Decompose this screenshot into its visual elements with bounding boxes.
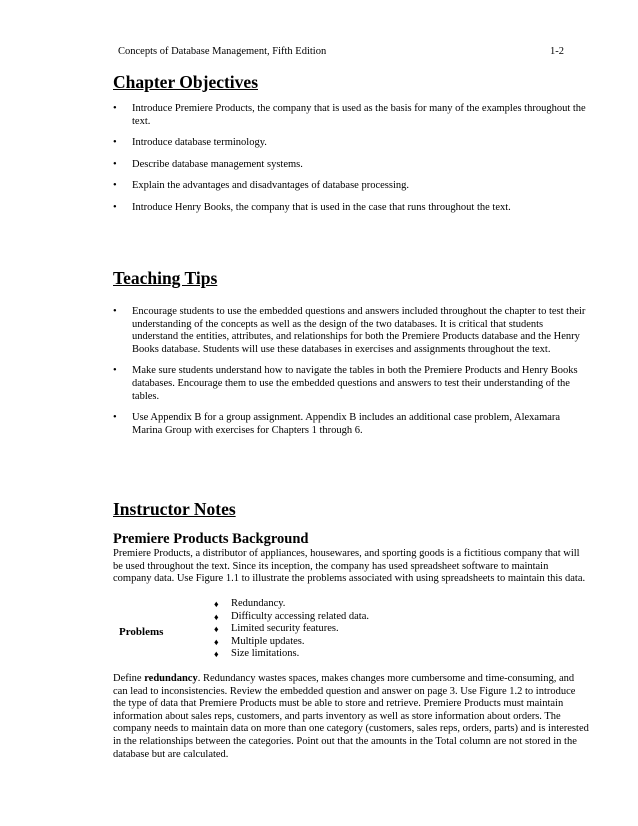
- chapter-objectives-heading: Chapter Objectives: [113, 72, 258, 92]
- problems-label: Problems: [119, 626, 164, 638]
- list-item: • Use Appendix B for a group assignment. Appendix B includes an additional case problem, Alexamara Marina Group with exercises for Chapters 1 through 6.: [113, 412, 561, 436]
- bullet-icon: •: [113, 412, 117, 424]
- teaching-tips-heading: Teaching Tips: [113, 268, 218, 288]
- running-header: [118, 45, 564, 58]
- problems-list: [214, 598, 369, 661]
- diamond-bullet-icon: ♦: [214, 636, 219, 647]
- list-item: • Introduce Henry Books, the company that is used in the case that runs throughout the text.: [113, 201, 511, 213]
- chapter-objectives-list: [113, 103, 589, 224]
- diamond-bullet-icon: ♦: [214, 649, 219, 660]
- diamond-bullet-icon: ♦: [214, 624, 219, 635]
- list-item: ♦ Redundancy.: [214, 598, 286, 609]
- instructor-notes-heading: Instructor Notes: [113, 499, 236, 519]
- list-item: ♦ Multiple updates.: [214, 635, 305, 647]
- list-item: • Introduce Premiere Products, the company that is used as the basis for many of the examples throughout the text.: [113, 103, 586, 127]
- list-item: • Describe database management systems.: [113, 158, 303, 170]
- teaching-tips-list: [113, 306, 589, 446]
- bullet-icon: •: [113, 137, 117, 149]
- list-item: ♦ Difficulty accessing related data.: [214, 610, 369, 622]
- page-number: 1-2: [550, 46, 564, 57]
- bullet-icon: •: [113, 158, 117, 170]
- redundancy-term: redundancy: [144, 673, 198, 684]
- redundancy-paragraph: Define redundancy. Redundancy wastes spaces, makes changes more cumbersome and time-consuming, and can lead to inconsistencies. Review the embedded question and answer on page 3. Use Figure 1.2 to introduce the type of data that Premiere Products must be able to store and retrieve. Premiere Products must maintain information about sales reps, customers, and parts inventory as well as store information about orders. The company needs to maintain data on more than one category (customers, sales reps, orders, parts) and is interested in the relationships between the categories. Point out that the amounts in the Total column are not stored in the database but are calculated.: [113, 673, 589, 760]
- background-paragraph: Premiere Products, a distributor of appliances, housewares, and sporting goods is a fictitious company that will be used throughout the text. Since its inception, the company has used spreadsheet software to maintain company data. Use Figure 1.1 to illustrate the problems associated with using spreadsheets to maintain this data.: [113, 548, 586, 585]
- premiere-products-background-heading: Premiere Products Background: [113, 531, 309, 547]
- book-title: Concepts of Database Management, Fifth Edition: [118, 46, 327, 57]
- list-item: • Introduce database terminology.: [113, 137, 267, 149]
- diamond-bullet-icon: ♦: [214, 611, 219, 622]
- list-item: • Encourage students to use the embedded questions and answers included throughout the chapter to test their understanding of the concepts as well as the design of the two databases. It is critical that students understand the entities, attributes, and relationships for both the Premiere Products database and the Henry Books database. Students will use these databases in exercises and assignments throughout the text.: [113, 306, 586, 355]
- list-item: ♦ Limited security features.: [214, 623, 339, 635]
- bullet-icon: •: [113, 365, 117, 377]
- list-item: • Make sure students understand how to navigate the tables in both the Premiere Products and Henry Books databases. Encourage them to use the embedded questions and answers to test their understanding of the tables.: [113, 365, 578, 402]
- diamond-bullet-icon: ♦: [214, 599, 219, 609]
- list-item: • Explain the advantages and disadvantages of database processing.: [113, 180, 409, 192]
- bullet-icon: •: [113, 180, 117, 192]
- bullet-icon: •: [113, 201, 117, 213]
- bullet-icon: •: [113, 103, 117, 114]
- list-item: ♦ Size limitations.: [214, 648, 300, 660]
- bullet-icon: •: [113, 306, 117, 317]
